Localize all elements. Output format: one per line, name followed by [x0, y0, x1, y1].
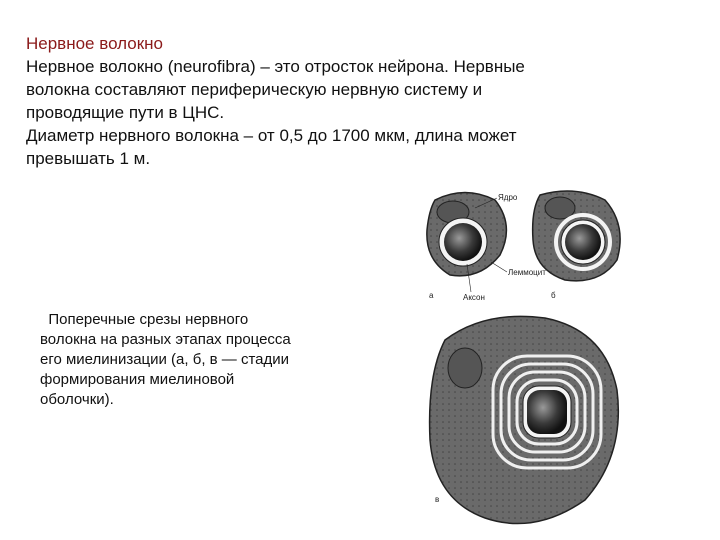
label-stage-v: в: [435, 495, 440, 504]
label-lemmocyte: Леммоцит: [508, 268, 546, 277]
cell-stage-b: [533, 191, 620, 281]
label-nucleus: Ядро: [498, 193, 518, 202]
slide-heading: Нервное волокно: [26, 34, 164, 53]
caption-line: формирования миелиновой: [40, 371, 235, 388]
body-line: проводящие пути в ЦНС.: [26, 103, 225, 122]
caption-line: Поперечные срезы нервного: [40, 311, 249, 328]
myelination-illustration: [405, 180, 655, 540]
label-axon: Аксон: [463, 293, 485, 302]
body-line: превышать 1 м.: [26, 149, 151, 168]
body-line: Нервное волокно (neurofibra) – это отросток нейрона. Нервные: [26, 57, 525, 76]
body-line: Диаметр нервного волокна – от 0,5 до 1700 мкм, длина может: [26, 126, 517, 145]
label-stage-b: б: [551, 291, 556, 300]
label-stage-a: а: [429, 291, 434, 300]
caption-line: волокна на разных этапах процесса: [40, 331, 291, 348]
figure-caption: [40, 310, 380, 410]
body-line: волокна составляют периферическую нервную систему и: [26, 80, 483, 99]
caption-line: его миелинизации (а, б, в — стадии: [40, 351, 290, 368]
cell-stage-v: [430, 316, 619, 523]
body-text: [26, 55, 666, 170]
caption-line: оболочки).: [40, 391, 114, 408]
cell-stage-a: [427, 193, 507, 276]
